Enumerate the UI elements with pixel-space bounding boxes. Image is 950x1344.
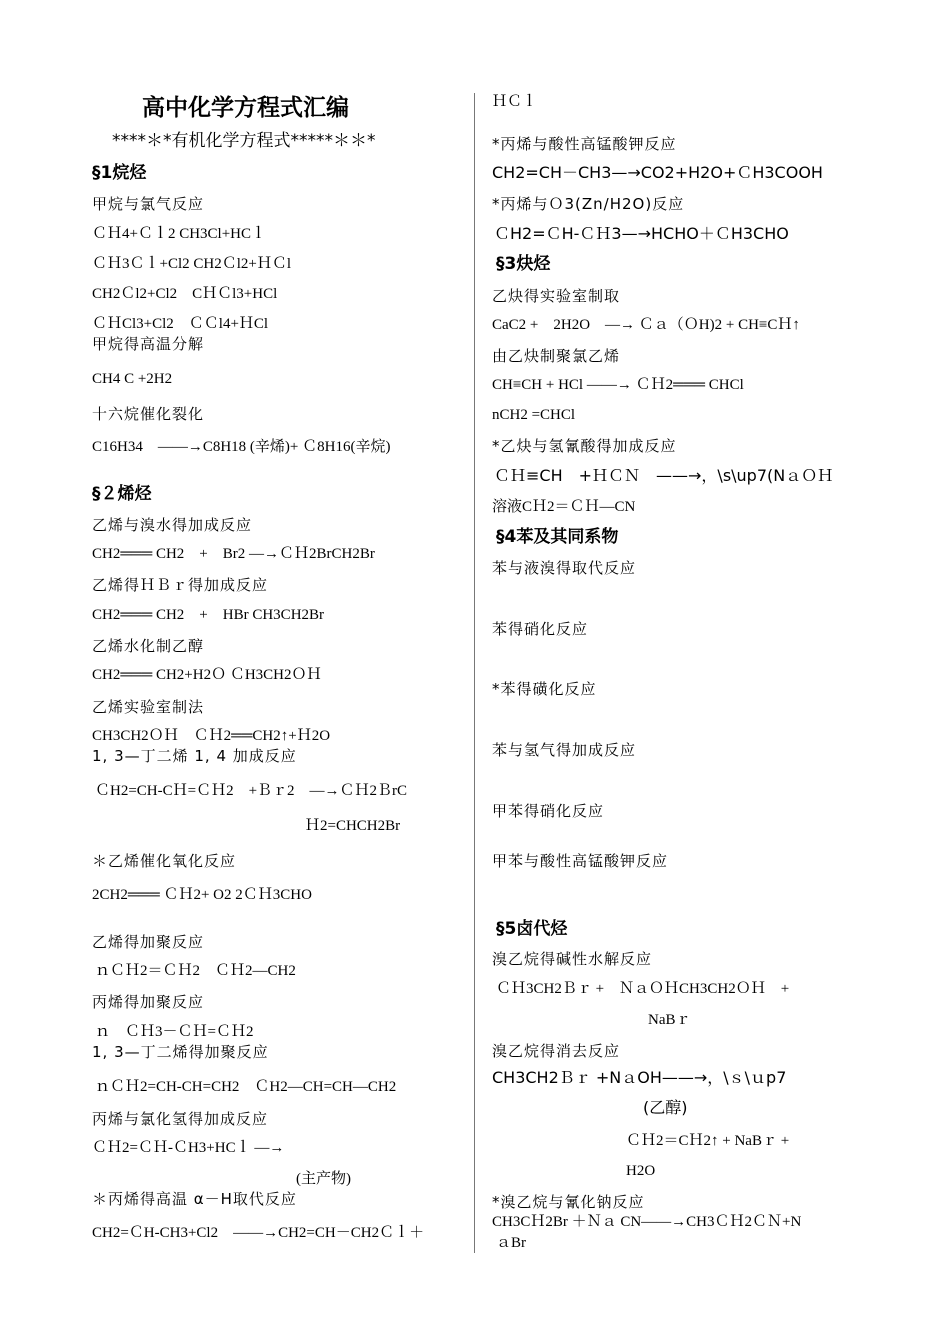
- equation-continued: ａBr: [496, 1235, 527, 1251]
- page-subtitle: ****＊*有机化学方程式*****＊＊*: [112, 131, 376, 151]
- equation-continued: ＣＨ2＝CＨ2↑ + NaBｒ +: [626, 1133, 790, 1149]
- reaction-label: 甲苯得硝化反应: [492, 802, 605, 820]
- reaction-label: 甲烷与氯气反应: [92, 195, 205, 213]
- equation: ＣH2=CH-CＨ=ＣＨ2 +Ｂｒ2 —→ＣＨ2ＢrC: [95, 783, 408, 799]
- equation: CH2═══ CH2 + HBr CH3CH2Br: [92, 607, 325, 623]
- equation: ＣＨCl3+Cl2 ＣＣl4+ＨCl: [92, 316, 269, 332]
- equation-continued: NaBｒ: [648, 1012, 691, 1028]
- equation: CH≡CH + HCl ——→ ＣＨ2═══ CHCl: [492, 377, 744, 393]
- reaction-label: 溴乙烷得碱性水解反应: [492, 950, 653, 968]
- equation: ＣＨ3CH2Ｂｒ + ＮａＯＨCH3CH2ＯＨ +: [496, 981, 790, 997]
- reaction-label: 乙炔得实验室制取: [492, 287, 621, 305]
- equation: ＣＨ3Ｃｌ+Cl2 CH2Ｃl2+ＨＣl: [92, 256, 292, 272]
- reaction-label: 甲烷得高温分解: [92, 335, 205, 353]
- equation: CH2═══ CH2+H2Ｏ ＣH3CH2ＯＨ: [92, 667, 322, 683]
- equation: CH3CＨ2Br ＋Ｎａ CN——→CH3ＣＨ2ＣＮ+N: [492, 1214, 802, 1230]
- reaction-label: 1, 3—丁二烯得加聚反应: [92, 1043, 269, 1061]
- section-heading-alkenes: §２烯烃: [92, 484, 152, 504]
- equation: CH2Ｃl2+Cl2 CＨＣl3+HCl: [92, 286, 278, 302]
- equation: ｎ ＣＨ3－ＣＨ=ＣＨ2: [95, 1024, 254, 1040]
- page-title: 高中化学方程式汇编: [142, 95, 349, 121]
- column-divider: [474, 93, 475, 1253]
- equation: CH2═══ CH2 + Br2 —→ＣＨ2BrCH2Br: [92, 546, 375, 562]
- reaction-label: 甲苯与酸性高锰酸钾反应: [492, 852, 669, 870]
- equation: C16H34 ——→C8H18 (辛烯)+ Ｃ8H16(辛烷): [92, 439, 391, 455]
- reaction-label: 苯与氢气得加成反应: [492, 741, 637, 759]
- reaction-label: *丙烯与酸性高锰酸钾反应: [492, 135, 677, 153]
- reaction-label: 十六烷催化裂化: [92, 405, 205, 423]
- section-heading-haloalkanes: §5卤代烃: [496, 919, 568, 939]
- reaction-label: 乙烯水化制乙醇: [92, 637, 205, 655]
- section-heading-alkanes: §1烷烃: [92, 163, 147, 183]
- reaction-label: *丙烯与Ｏ3(Zn/H2O)反应: [492, 195, 685, 213]
- section-heading-alkynes: §3炔烃: [496, 254, 551, 274]
- equation-continued: ＨＣｌ: [492, 94, 538, 110]
- equation: CH4 C +2H2: [92, 371, 173, 387]
- equation: nCH2 =CHCl: [492, 407, 576, 423]
- reaction-label: *苯得磺化反应: [492, 680, 597, 698]
- reaction-label: 乙烯实验室制法: [92, 698, 205, 716]
- reaction-label: *溴乙烷与氰化钠反应: [492, 1193, 645, 1211]
- equation: ＣH2=ＣH-ＣＨ3—→HCHO＋ＣH3CHO: [494, 224, 789, 243]
- reaction-label: ＊乙烯催化氧化反应: [92, 852, 237, 870]
- equation: ｎＣＨ2=CH-CH=CH2 ＣH2—CH=CH—CH2: [95, 1079, 397, 1095]
- reaction-label: 由乙炔制聚氯乙烯: [492, 347, 621, 365]
- equation: ＣＨ2=ＣＨ-ＣH3+HCｌ —→: [92, 1140, 285, 1156]
- equation: CH2=ＣH-CH3+Cl2 ——→CH2=CH－CH2Ｃｌ＋: [92, 1225, 425, 1241]
- equation: CH3CH2Ｂｒ +NａOH——→，\ｓ\ｕp7: [492, 1068, 787, 1087]
- reaction-label: ＊丙烯得高温 α－H取代反应: [92, 1190, 297, 1208]
- equation-continued: H2O: [626, 1163, 656, 1179]
- section-heading-benzene: §4苯及其同系物: [496, 527, 619, 547]
- equation-continued: 溶液CＨ2＝ＣＨ—CN: [492, 499, 636, 515]
- reaction-label: 苯得硝化反应: [492, 620, 589, 638]
- equation-continued: Ｈ2=CHCH2Br: [305, 818, 401, 834]
- reaction-label: 溴乙烷得消去反应: [492, 1042, 621, 1060]
- equation: CH3CH2ＯＨ ＣＨ2══CH2↑+Ｈ2O: [92, 728, 331, 744]
- equation: ＣＨ≡CH +ＨＣＮ ——→，\s\up7(NａＯＨ: [494, 466, 834, 485]
- equation: 2CH2═══ ＣＨ2+ O2 2ＣＨ3CHO: [92, 887, 312, 903]
- reaction-label: *乙炔与氢氰酸得加成反应: [492, 437, 677, 455]
- equation: ｎＣＨ2＝ＣＨ2 ＣＨ2—CH2: [95, 963, 296, 979]
- equation-condition: (乙醇): [643, 1098, 688, 1117]
- reaction-label: 丙烯得加聚反应: [92, 993, 205, 1011]
- reaction-label: 乙烯得ＨＢｒ得加成反应: [92, 576, 269, 594]
- equation-note: (主产物): [296, 1171, 351, 1187]
- reaction-label: 1, 3—丁二烯 1, 4 加成反应: [92, 747, 297, 765]
- equation: CaC2 + 2H2O —→ Ｃａ（ＯH)2 + CH≡CＨ↑: [492, 317, 800, 333]
- reaction-label: 丙烯与氯化氢得加成反应: [92, 1110, 269, 1128]
- reaction-label: 乙烯得加聚反应: [92, 933, 205, 951]
- equation: ＣＨ4+Ｃｌ2 CH3Cl+HCｌ: [92, 226, 267, 242]
- reaction-label: 乙烯与溴水得加成反应: [92, 516, 253, 534]
- reaction-label: 苯与液溴得取代反应: [492, 559, 637, 577]
- equation: CH2=CH－CH3—→CO2+H2O+ＣH3COOH: [492, 163, 823, 182]
